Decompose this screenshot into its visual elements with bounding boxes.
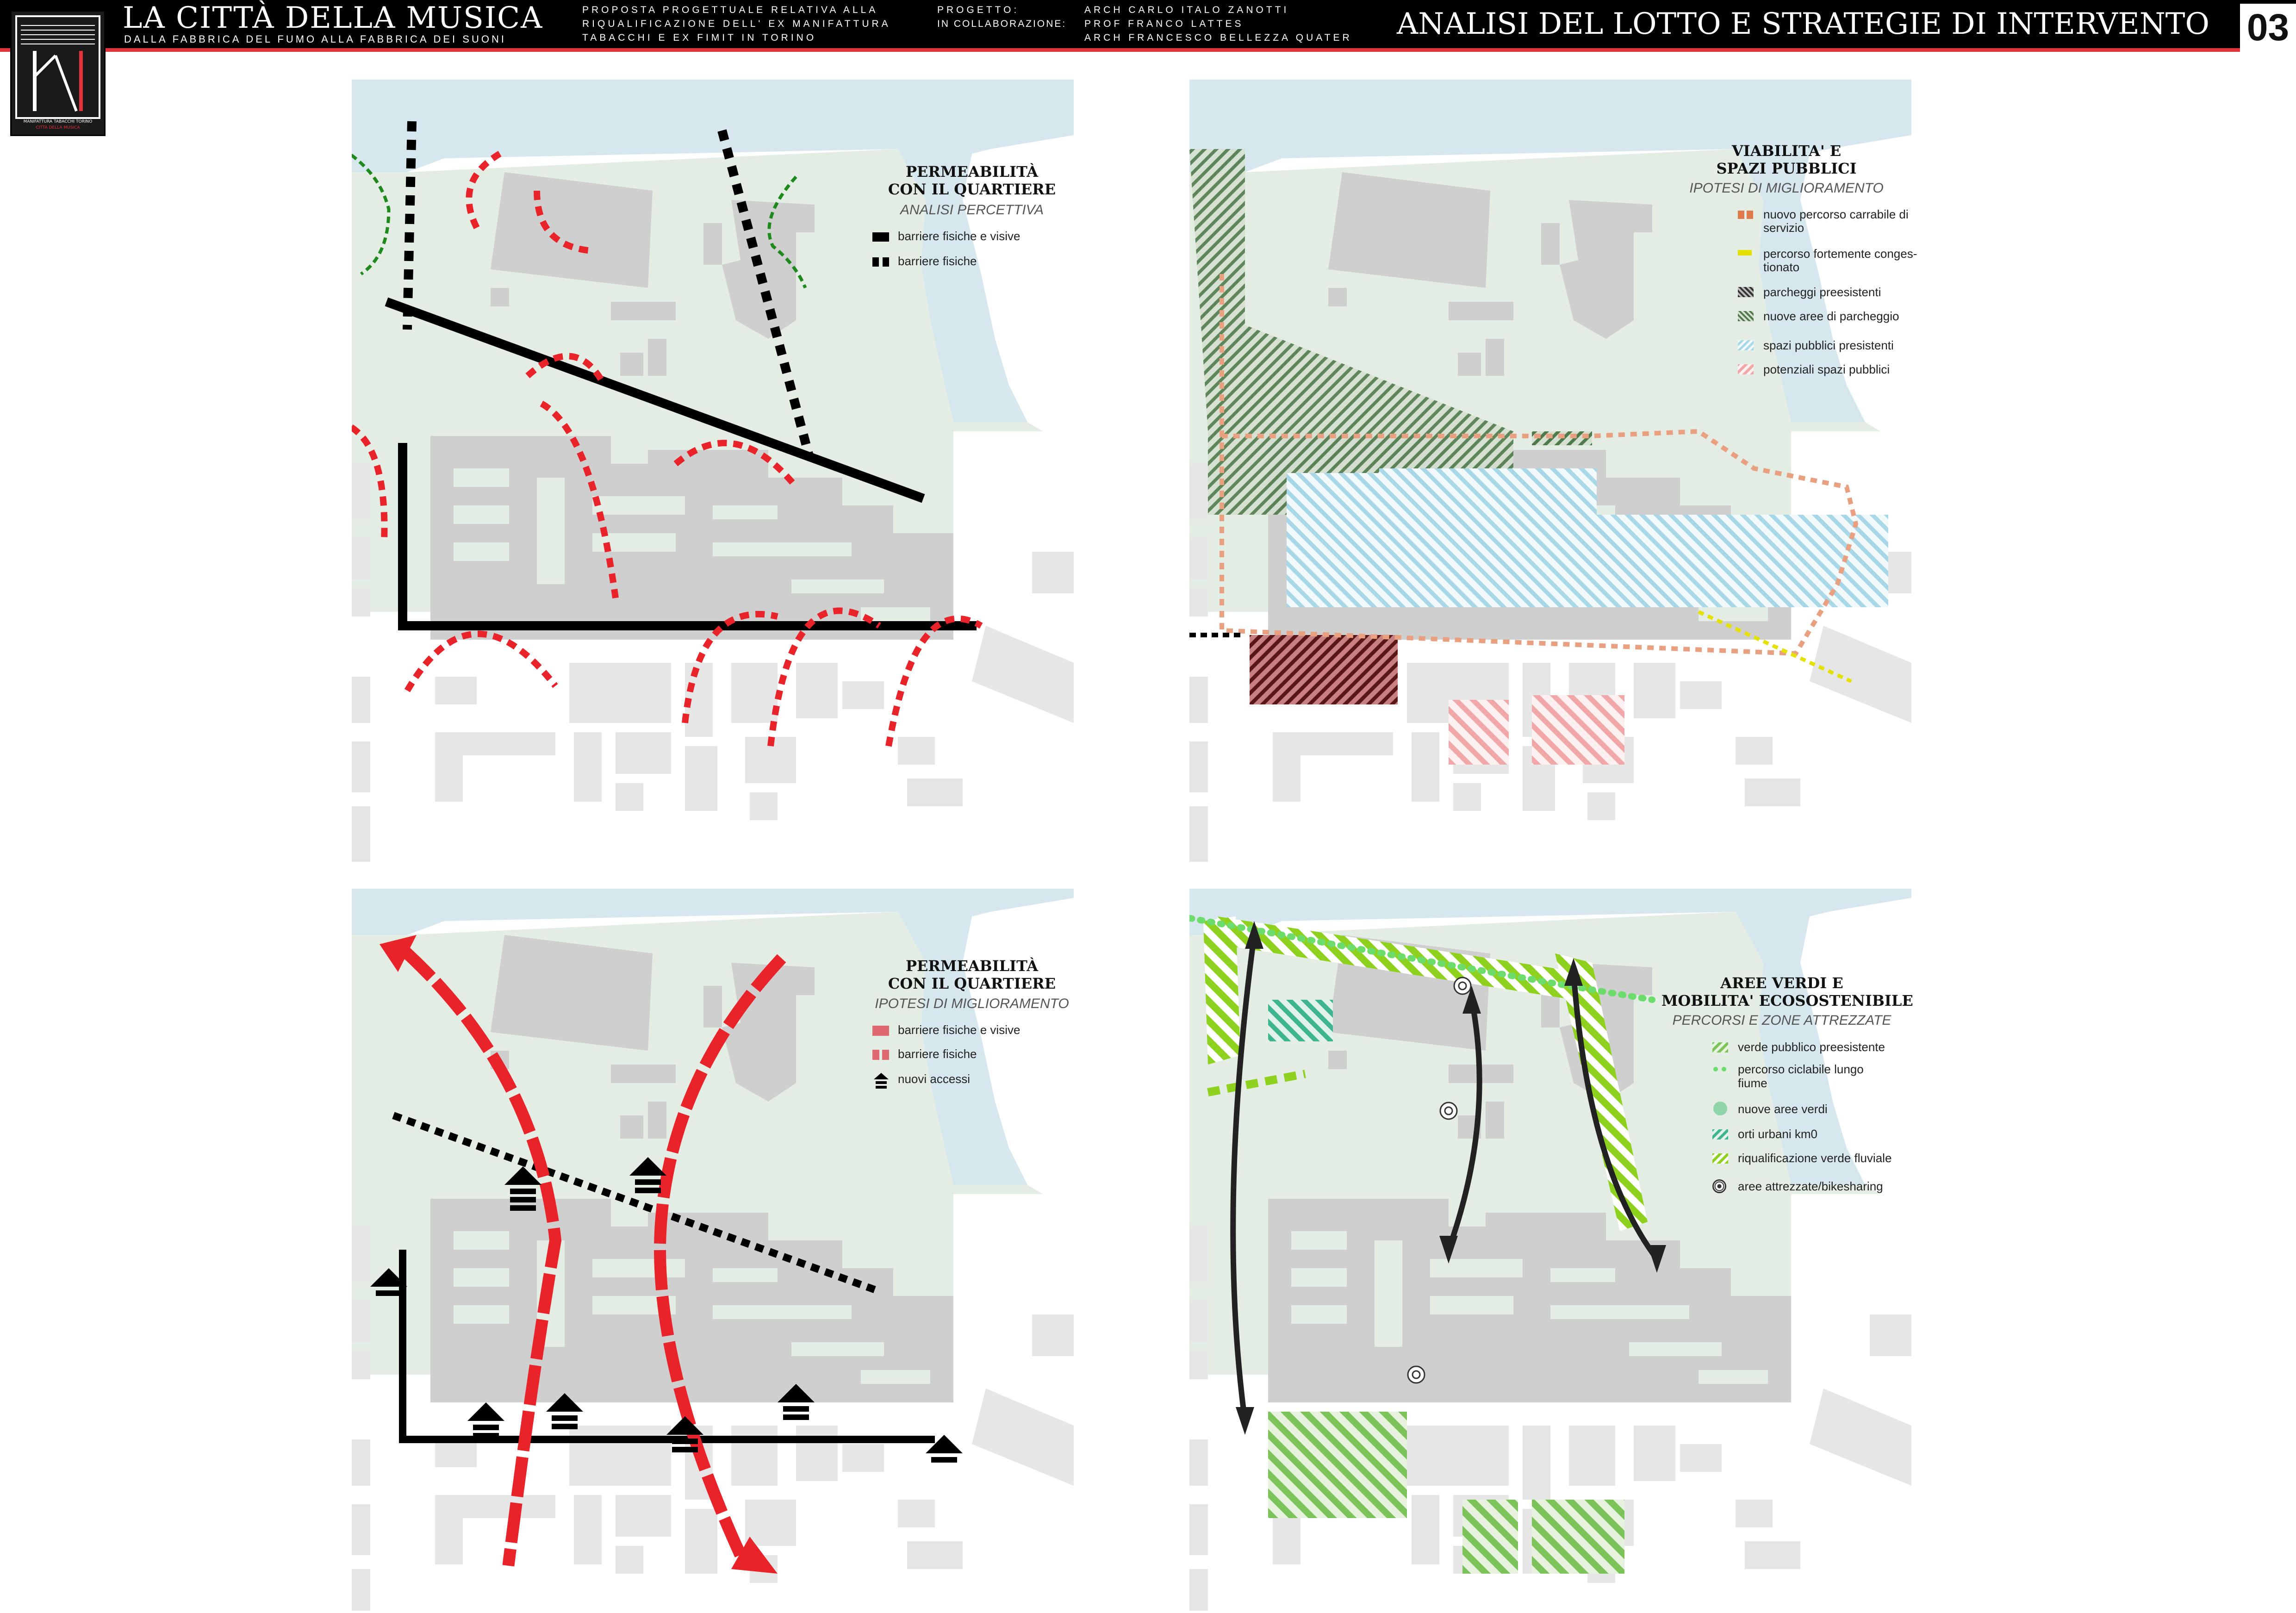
logo (10, 10, 106, 136)
project-label: PROGETTO: (937, 5, 1020, 15)
legend-item-new-accesses: nuovi accessi (898, 1072, 971, 1086)
legend-title-line-1: AREE VERDI E (1720, 974, 1843, 992)
author-2: PROF FRANCO LATTES (1084, 19, 1244, 29)
legend-item-new-green-areas: nuove aree verdi (1738, 1102, 1828, 1116)
new-access-icon-bar (876, 1081, 887, 1084)
legend-item-barriers-physical: barriere fisiche (898, 254, 977, 268)
swatch-dotted-barrier-2 (883, 257, 889, 267)
legend-item-congested-path-2: tionato (1763, 260, 1800, 274)
legend-item-river-green-requalification: riqualificazione verde fluviale (1738, 1151, 1892, 1165)
proposal-line-1: PROPOSTA PROGETTUALE RELATIVA ALLA (582, 5, 878, 15)
swatch-new-parking (1738, 311, 1754, 321)
legend-subtitle: IPOTESI DI MIGLIORAMENTO (875, 996, 1069, 1011)
map-permeability-analysis (352, 80, 1074, 885)
legend-title-line-2: MOBILITA' ECOSOSTENIBILE (1661, 992, 1913, 1009)
swatch-potential-public-spaces (1738, 364, 1754, 374)
logo-mark (12, 12, 104, 135)
swatch-barriers-physical-2 (882, 1050, 889, 1060)
swatch-orange-path (1738, 211, 1744, 219)
legend-title-line-1: PERMEABILITÀ (905, 957, 1039, 975)
legend-item-congested-path: percorso fortemente conges- (1763, 247, 1917, 261)
legend-title-line-2: CON IL QUARTIERE (888, 975, 1056, 992)
logo-caption-red: CITTÀ DELLA MUSICA (36, 125, 80, 130)
legend-subtitle: PERCORSI E ZONE ATTREZZATE (1672, 1013, 1892, 1028)
header-accent-line (0, 48, 2240, 52)
legend-item-barriers-physical: barriere fisiche (898, 1047, 977, 1061)
legend-title-line-1: VIABILITA' E (1731, 142, 1842, 160)
legend-subtitle: IPOTESI DI MIGLIORAMENTO (1689, 181, 1884, 196)
new-access-icon (874, 1073, 889, 1079)
legend-title (1689, 142, 1884, 177)
legend-item-river-bike-path: percorso ciclabile lungo (1738, 1062, 1864, 1076)
logo-caption: MANIFATTURA TABACCHI TORINO (23, 119, 93, 124)
swatch-urban-gardens (1712, 1129, 1728, 1140)
bicycle-path-icon (1713, 1067, 1718, 1071)
legend-title-line-2: SPAZI PUBBLICI (1716, 160, 1857, 177)
legend-item-barriers-physical-visual: barriere fisiche e visive (898, 1023, 1020, 1037)
legend-title (875, 957, 1069, 992)
panel-green-areas-mobility (1189, 889, 1911, 1611)
map-mobility-public-spaces (1189, 80, 1911, 885)
legend-item-new-service-road: nuovo percorso carrabile di (1763, 207, 1909, 221)
section-title: ANALISI DEL LOTTO E STRATEGIE DI INTERVENTO (1397, 7, 2209, 41)
legend-item-existing-parking: parcheggi preesistenti (1763, 285, 1881, 299)
new-access-icon-bar-2 (876, 1086, 887, 1089)
collab-label: IN COLLABORAZIONE: (937, 19, 1067, 29)
swatch-congested-path (1738, 250, 1752, 255)
legend-item-river-bike-path-2: fiume (1738, 1076, 1767, 1090)
legend-title-line-1: PERMEABILITÀ (905, 163, 1039, 181)
legend-item-new-service-road-2: servizio (1763, 221, 1804, 235)
legend-item-urban-gardens: orti urbani km0 (1738, 1127, 1817, 1141)
panel-permeability-analysis (352, 80, 1074, 885)
legend-item-barriers-physical-visual: barriere fisiche e visive (898, 229, 1020, 243)
swatch-barriers-physical (872, 1050, 879, 1060)
swatch-barriers-physical-visual (872, 1026, 889, 1036)
swatch-orange-path-2 (1747, 211, 1753, 219)
proposal-line-2: RIQUALIFICAZIONE DELL' EX MANIFATTURA (582, 19, 891, 29)
legend-item-equipped-areas-bikesharing: aree attrezzate/bikesharing (1738, 1179, 1883, 1193)
swatch-existing-public-spaces (1738, 340, 1754, 350)
project-subtitle: DALLA FABBRICA DEL FUMO ALLA FABBRICA DEI SUONI (124, 33, 506, 45)
project-title: LA CITTÀ DELLA MUSICA (123, 1, 543, 35)
bikesharing-icon (1712, 1179, 1726, 1193)
sheet-number: 03 (2240, 4, 2296, 52)
legend-title (1661, 974, 1913, 1009)
legend-item-new-parking: nuove aree di parcheggio (1763, 309, 1899, 323)
swatch-existing-public-green (1712, 1042, 1728, 1052)
swatch-existing-parking (1738, 287, 1754, 297)
author-1: ARCH CARLO ITALO ZANOTTI (1084, 5, 1289, 15)
proposal-line-3: TABACCHI E EX FIMIT IN TORINO (582, 32, 817, 43)
legend-item-existing-public-spaces: spazi pubblici presistenti (1763, 338, 1894, 352)
new-green-area-icon (1713, 1102, 1727, 1115)
legend-item-existing-public-green: verde pubblico preesistente (1738, 1040, 1885, 1054)
legend-item-potential-public-spaces: potenziali spazi pubblici (1763, 362, 1890, 376)
legend-subtitle: ANALISI PERCETTIVA (900, 202, 1044, 218)
panel-mobility-public-spaces (1189, 80, 1917, 885)
legend-title-line-2: CON IL QUARTIERE (888, 181, 1056, 198)
swatch-dotted-barrier (872, 257, 879, 267)
swatch-solid-barrier (872, 232, 889, 242)
swatch-river-green-requalification (1712, 1153, 1728, 1164)
panel-permeability-improvement (352, 889, 1074, 1611)
legend-title (875, 163, 1069, 198)
author-3: ARCH FRANCESCO BELLEZZA QUATER (1084, 32, 1352, 43)
